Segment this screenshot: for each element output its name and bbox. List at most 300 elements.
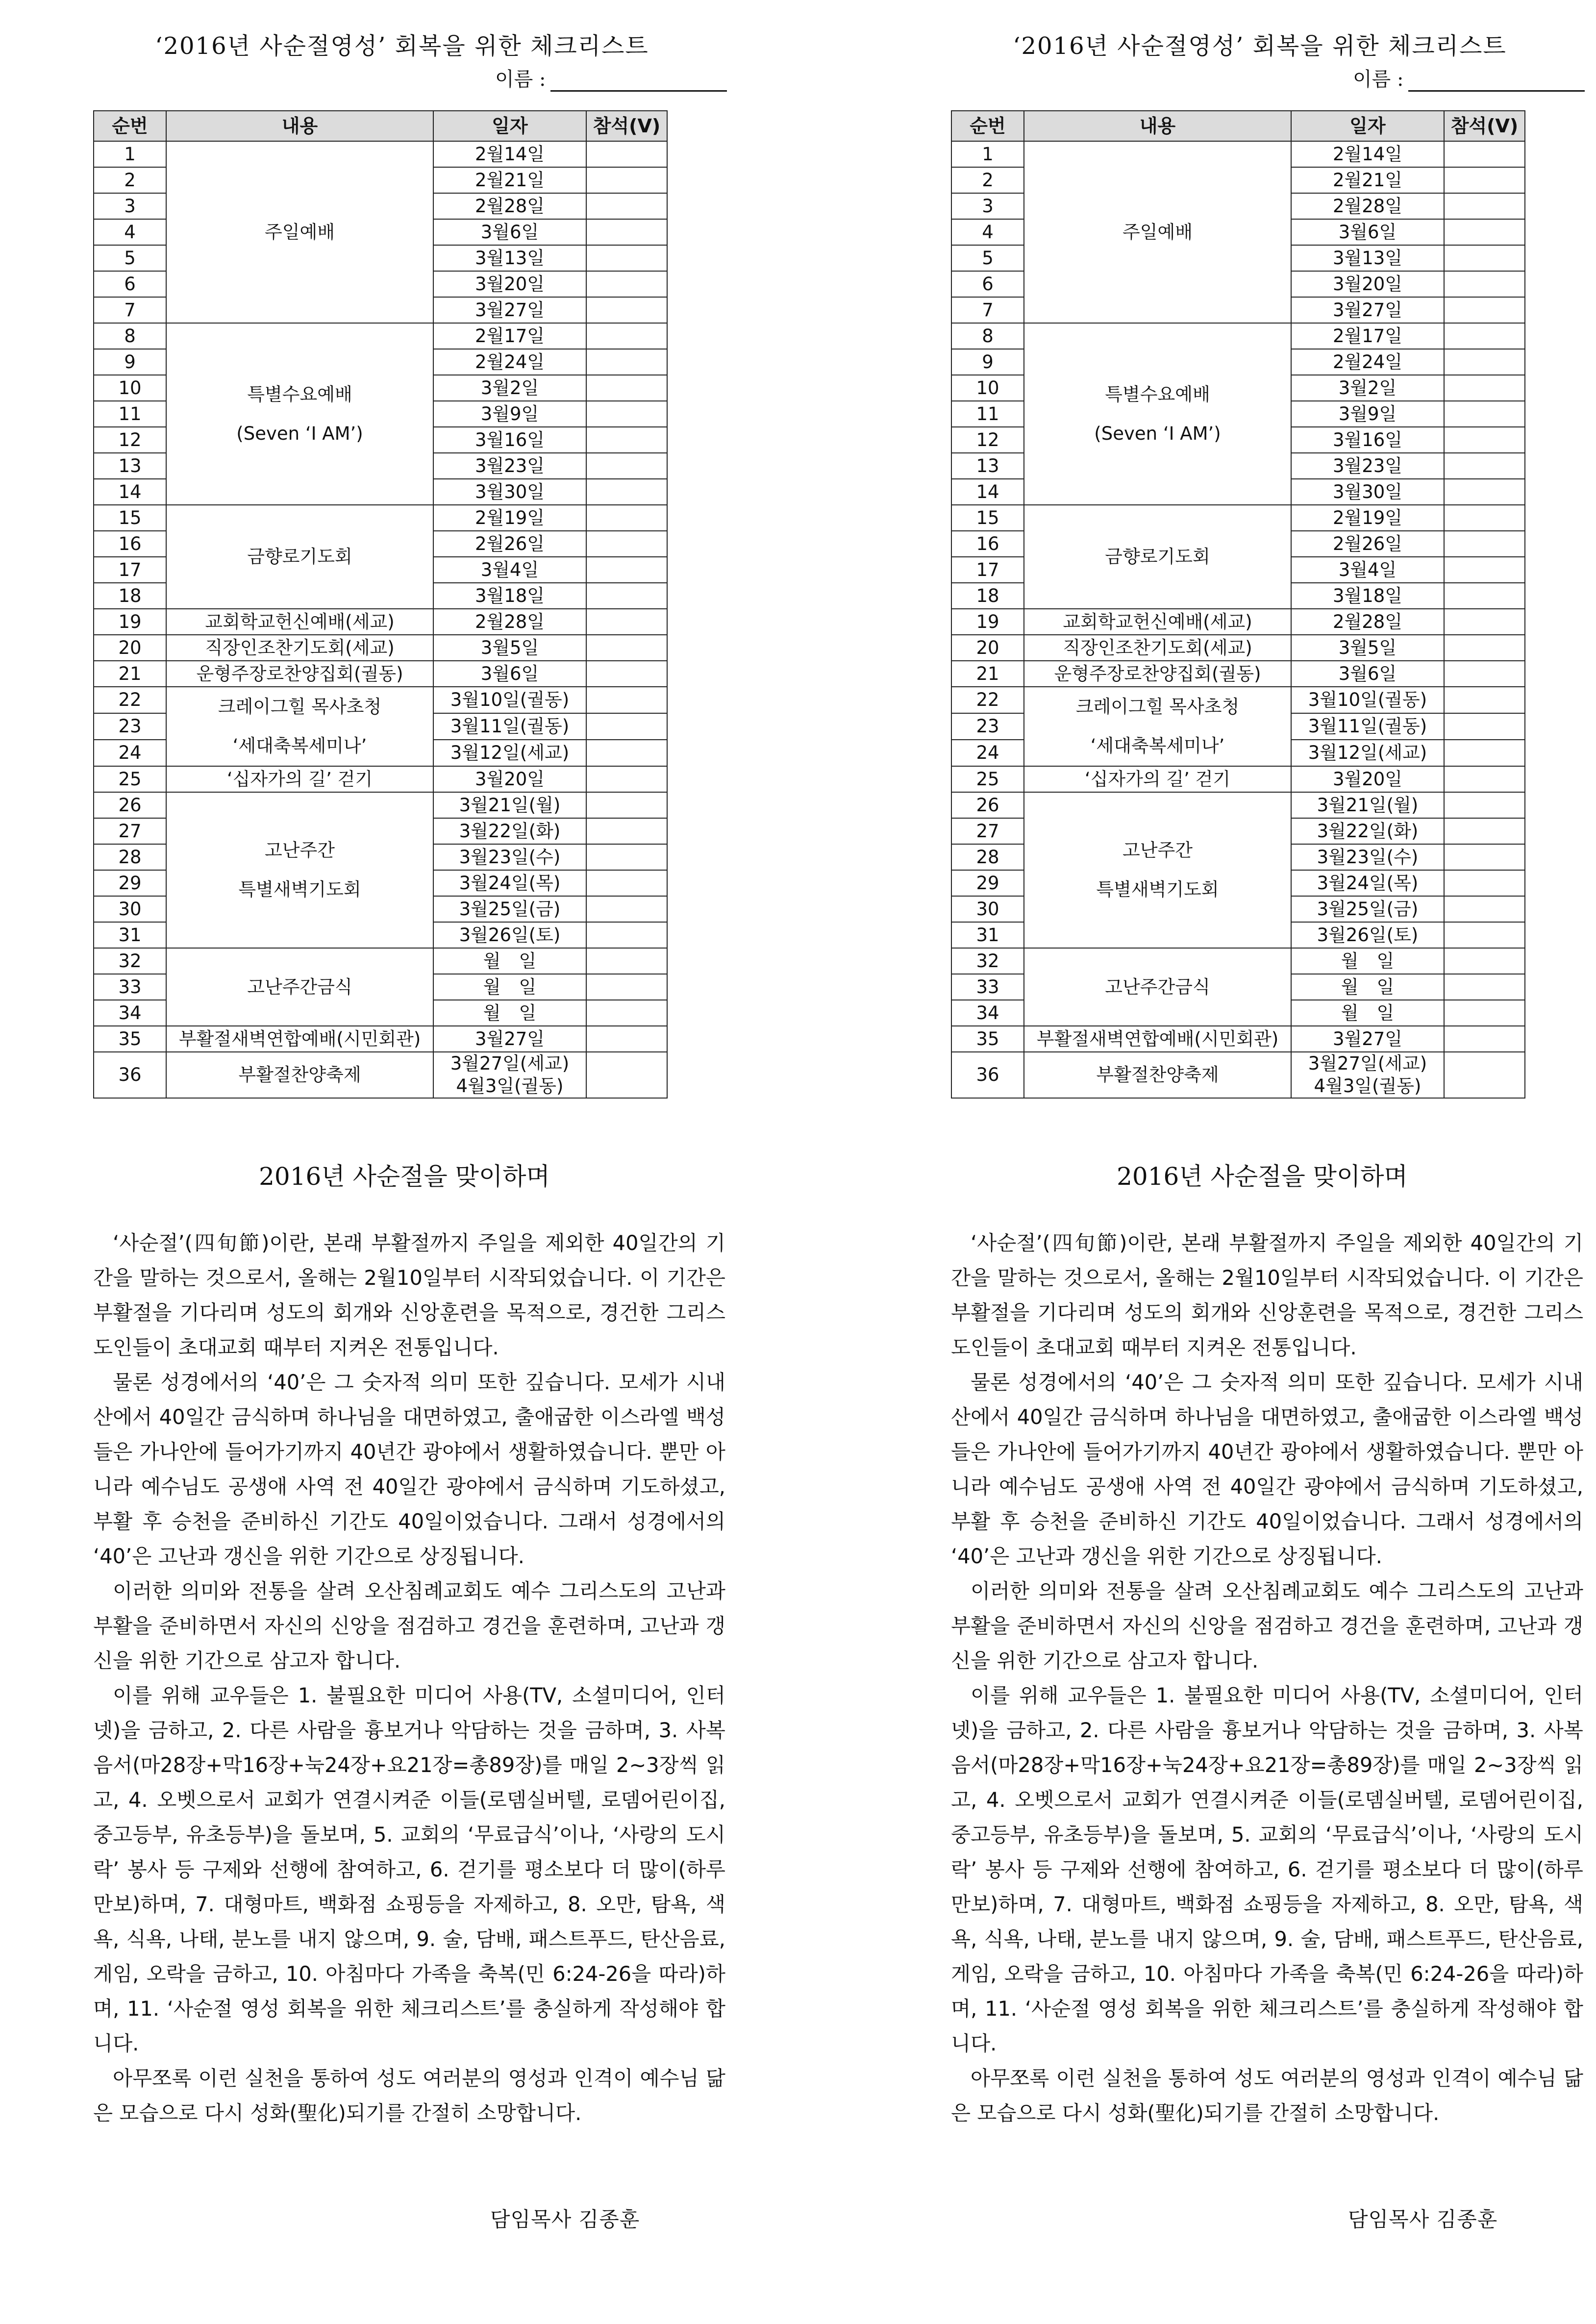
attendance-checkbox-cell[interactable] bbox=[1444, 453, 1525, 479]
table-header-row bbox=[94, 111, 667, 141]
row-date: 3월12일(세교) bbox=[1291, 740, 1444, 766]
row-number: 5 bbox=[94, 245, 166, 271]
row-content: 크레이그힐 목사초청 ‘세대축복세미나’ bbox=[1024, 687, 1291, 766]
row-number: 17 bbox=[94, 557, 166, 583]
row-number: 18 bbox=[951, 583, 1024, 609]
row-number: 22 bbox=[951, 687, 1024, 713]
row-date: 월 일 bbox=[1291, 974, 1444, 1000]
essay-paragraph: 아무쪼록 이런 실천을 통하여 성도 여러분의 영성과 인격이 예수님 닮은 모습으로 다시 성화(聖化)되기를 간절히 소망합니다. bbox=[951, 2066, 1583, 2125]
row-number: 17 bbox=[951, 557, 1024, 583]
attendance-checkbox-cell[interactable] bbox=[586, 245, 667, 271]
row-number: 9 bbox=[94, 349, 166, 375]
row-date: 3월30일 bbox=[1291, 479, 1444, 505]
attendance-checkbox-cell[interactable] bbox=[1444, 401, 1525, 427]
attendance-checkbox-cell[interactable] bbox=[1444, 922, 1525, 948]
row-number: 23 bbox=[94, 713, 166, 740]
attendance-checkbox-cell[interactable] bbox=[586, 687, 667, 713]
row-number: 30 bbox=[94, 896, 166, 922]
row-date: 3월27일 bbox=[1291, 297, 1444, 323]
attendance-checkbox-cell[interactable] bbox=[586, 1052, 667, 1098]
essay-paragraph: ‘사순절’(四旬節)이란, 본래 부활절까지 주일을 제외한 40일간의 기간을 말하는 것으로서, 올해는 2월10일부터 시작되었습니다. 이 기간은 부활절을 기다리며 성도의 회개와 신앙훈련을 목적으로, 경건한 그리스도인들이 초대교회 때부터 지켜온 전통입니다. bbox=[93, 1231, 725, 1359]
attendance-checkbox-cell[interactable] bbox=[1444, 323, 1525, 349]
attendance-checkbox-cell[interactable] bbox=[1444, 818, 1525, 844]
row-content: 운형주장로찬양집회(궐동) bbox=[1024, 661, 1291, 687]
row-number: 16 bbox=[94, 531, 166, 557]
row-date: 3월23일 bbox=[1291, 453, 1444, 479]
attendance-checkbox-cell[interactable] bbox=[1444, 245, 1525, 271]
row-content: 크레이그힐 목사초청 ‘세대축복세미나’ bbox=[166, 687, 433, 766]
row-date: 3월27일 bbox=[433, 297, 586, 323]
row-date: 3월2일 bbox=[433, 375, 586, 401]
row-number: 34 bbox=[951, 1000, 1024, 1026]
attendance-checkbox-cell[interactable] bbox=[1444, 427, 1525, 453]
table-body bbox=[951, 141, 1525, 1098]
row-number: 35 bbox=[94, 1026, 166, 1052]
attendance-checkbox-cell[interactable] bbox=[586, 1000, 667, 1026]
row-date: 3월25일(금) bbox=[1291, 896, 1444, 922]
attendance-checkbox-cell[interactable] bbox=[586, 349, 667, 375]
row-number: 33 bbox=[94, 974, 166, 1000]
row-date: 2월14일 bbox=[433, 141, 586, 167]
name-label: 이름 : bbox=[1353, 68, 1404, 91]
row-date: 3월11일(궐동) bbox=[1291, 713, 1444, 740]
row-date: 3월11일(궐동) bbox=[433, 713, 586, 740]
row-number: 19 bbox=[94, 609, 166, 635]
row-number: 16 bbox=[951, 531, 1024, 557]
essay-body bbox=[93, 1225, 725, 2130]
table-row bbox=[94, 141, 667, 167]
table-row bbox=[951, 609, 1525, 635]
checklist-table bbox=[951, 110, 1525, 1099]
row-content: 직장인조찬기도회(세교) bbox=[166, 635, 433, 661]
row-number: 21 bbox=[94, 661, 166, 687]
table-row bbox=[94, 1026, 667, 1052]
attendance-checkbox-cell[interactable] bbox=[586, 297, 667, 323]
row-date: 2월24일 bbox=[433, 349, 586, 375]
name-blank-line bbox=[550, 74, 727, 92]
name-field bbox=[1353, 64, 1585, 92]
attendance-checkbox-cell[interactable] bbox=[586, 896, 667, 922]
attendance-checkbox-cell[interactable] bbox=[1444, 792, 1525, 818]
row-number: 4 bbox=[94, 219, 166, 245]
row-number: 28 bbox=[94, 844, 166, 870]
row-number: 11 bbox=[94, 401, 166, 427]
row-date: 3월4일 bbox=[1291, 557, 1444, 583]
row-date: 2월28일 bbox=[433, 193, 586, 219]
row-date: 3월20일 bbox=[1291, 766, 1444, 792]
row-number: 11 bbox=[951, 401, 1024, 427]
row-date: 3월20일 bbox=[433, 271, 586, 297]
row-date: 3월22일(화) bbox=[1291, 818, 1444, 844]
row-content: 부활절찬양축제 bbox=[1024, 1052, 1291, 1098]
essay-body bbox=[951, 1225, 1583, 2130]
attendance-checkbox-cell[interactable] bbox=[586, 167, 667, 193]
checklist-title: ‘2016년 사순절영성’ 회복을 위한 체크리스트 bbox=[1013, 32, 1507, 60]
row-date: 3월9일 bbox=[1291, 401, 1444, 427]
row-date: 3월16일 bbox=[1291, 427, 1444, 453]
row-number: 28 bbox=[951, 844, 1024, 870]
row-number: 33 bbox=[951, 974, 1024, 1000]
essay-paragraph: 물론 성경에서의 ‘40’은 그 숫자적 의미 또한 깊습니다. 모세가 시내산에서 40일간 금식하며 하나님을 대면하였고, 출애굽한 이스라엘 백성들은 가나안에 들어가기까지 40년간 광야에서 생활하였습니다. 뿐만 아니라 예수님도 공생애 사역 전 40일간 광야에서 금식하며 기도하셨고, 부활 후 승천을 준비하신 기간도 40일이었습니다. 그래서 성경에서의 ‘40’은 고난과 갱신을 위한 기간으로 상징됩니다. bbox=[93, 1370, 725, 1568]
row-number: 4 bbox=[951, 219, 1024, 245]
table-row bbox=[951, 792, 1525, 818]
row-date: 월 일 bbox=[433, 974, 586, 1000]
row-number: 36 bbox=[94, 1052, 166, 1098]
row-date: 2월19일 bbox=[1291, 505, 1444, 531]
column-header: 순번 bbox=[951, 111, 1024, 141]
row-date: 2월24일 bbox=[1291, 349, 1444, 375]
column-header: 일자 bbox=[1291, 111, 1444, 141]
row-content: 특별수요예배 (Seven ‘I AM’) bbox=[1024, 323, 1291, 505]
row-number: 20 bbox=[951, 635, 1024, 661]
attendance-checkbox-cell[interactable] bbox=[586, 401, 667, 427]
row-date: 3월5일 bbox=[1291, 635, 1444, 661]
row-number: 14 bbox=[951, 479, 1024, 505]
row-date: 3월6일 bbox=[433, 661, 586, 687]
row-number: 12 bbox=[94, 427, 166, 453]
column-header: 내용 bbox=[166, 111, 433, 141]
row-content: 고난주간 특별새벽기도회 bbox=[1024, 792, 1291, 948]
row-date: 3월27일 bbox=[433, 1026, 586, 1052]
row-date: 3월30일 bbox=[433, 479, 586, 505]
row-date: 3월10일(궐동) bbox=[1291, 687, 1444, 713]
row-number: 26 bbox=[94, 792, 166, 818]
attendance-checkbox-cell[interactable] bbox=[1444, 687, 1525, 713]
row-date: 월 일 bbox=[1291, 948, 1444, 974]
table-body bbox=[94, 141, 667, 1098]
row-number: 34 bbox=[94, 1000, 166, 1026]
signature: 담임목사 김종훈 bbox=[1348, 2207, 1498, 2231]
row-date: 3월23일(수) bbox=[1291, 844, 1444, 870]
attendance-checkbox-cell[interactable] bbox=[586, 740, 667, 766]
row-number: 3 bbox=[951, 193, 1024, 219]
attendance-checkbox-cell[interactable] bbox=[586, 505, 667, 531]
essay-title: 2016년 사순절을 맞이하며 bbox=[259, 1162, 550, 1191]
row-number: 29 bbox=[951, 870, 1024, 896]
row-number: 22 bbox=[94, 687, 166, 713]
attendance-checkbox-cell[interactable] bbox=[1444, 349, 1525, 375]
attendance-checkbox-cell[interactable] bbox=[1444, 193, 1525, 219]
row-date: 3월22일(화) bbox=[433, 818, 586, 844]
row-date: 2월28일 bbox=[1291, 193, 1444, 219]
row-date: 3월12일(세교) bbox=[433, 740, 586, 766]
row-number: 13 bbox=[951, 453, 1024, 479]
row-content: ‘십자가의 길’ 걷기 bbox=[166, 766, 433, 792]
row-content: 주일예배 bbox=[1024, 141, 1291, 323]
row-content: 교회학교헌신예배(세교) bbox=[1024, 609, 1291, 635]
attendance-checkbox-cell[interactable] bbox=[1444, 870, 1525, 896]
row-number: 1 bbox=[951, 141, 1024, 167]
attendance-checkbox-cell[interactable] bbox=[586, 583, 667, 609]
row-content: 부활절찬양축제 bbox=[166, 1052, 433, 1098]
row-number: 24 bbox=[94, 740, 166, 766]
name-blank-line bbox=[1408, 74, 1585, 92]
attendance-checkbox-cell[interactable] bbox=[1444, 661, 1525, 687]
row-date: 3월6일 bbox=[1291, 219, 1444, 245]
attendance-checkbox-cell[interactable] bbox=[586, 635, 667, 661]
row-number: 9 bbox=[951, 349, 1024, 375]
attendance-checkbox-cell[interactable] bbox=[1444, 1052, 1525, 1098]
attendance-checkbox-cell[interactable] bbox=[586, 609, 667, 635]
table-row bbox=[951, 635, 1525, 661]
row-number: 7 bbox=[951, 297, 1024, 323]
row-date: 3월24일(목) bbox=[1291, 870, 1444, 896]
row-date: 3월25일(금) bbox=[433, 896, 586, 922]
row-number: 30 bbox=[951, 896, 1024, 922]
name-field bbox=[495, 64, 727, 92]
row-date: 3월21일(월) bbox=[1291, 792, 1444, 818]
row-number: 18 bbox=[94, 583, 166, 609]
row-date: 3월4일 bbox=[433, 557, 586, 583]
attendance-checkbox-cell[interactable] bbox=[586, 844, 667, 870]
row-number: 24 bbox=[951, 740, 1024, 766]
table-row bbox=[94, 687, 667, 713]
table-row bbox=[94, 505, 667, 531]
table-row bbox=[951, 323, 1525, 349]
attendance-checkbox-cell[interactable] bbox=[586, 818, 667, 844]
row-date: 2월21일 bbox=[1291, 167, 1444, 193]
attendance-checkbox-cell[interactable] bbox=[586, 193, 667, 219]
attendance-checkbox-cell[interactable] bbox=[1444, 375, 1525, 401]
row-content: 고난주간금식 bbox=[166, 948, 433, 1026]
attendance-checkbox-cell[interactable] bbox=[1444, 505, 1525, 531]
table-row bbox=[951, 505, 1525, 531]
essay-paragraph: 아무쪼록 이런 실천을 통하여 성도 여러분의 영성과 인격이 예수님 닮은 모습으로 다시 성화(聖化)되기를 간절히 소망합니다. bbox=[93, 2066, 725, 2125]
row-number: 3 bbox=[94, 193, 166, 219]
row-date: 3월5일 bbox=[433, 635, 586, 661]
row-number: 35 bbox=[951, 1026, 1024, 1052]
row-content: ‘십자가의 길’ 걷기 bbox=[1024, 766, 1291, 792]
essay-paragraph: ‘사순절’(四旬節)이란, 본래 부활절까지 주일을 제외한 40일간의 기간을 말하는 것으로서, 올해는 2월10일부터 시작되었습니다. 이 기간은 부활절을 기다리며 성도의 회개와 신앙훈련을 목적으로, 경건한 그리스도인들이 초대교회 때부터 지켜온 전통입니다. bbox=[951, 1231, 1583, 1359]
attendance-checkbox-cell[interactable] bbox=[586, 1026, 667, 1052]
checklist-column-left bbox=[93, 0, 823, 2324]
row-date: 2월17일 bbox=[433, 323, 586, 349]
checklist-column-right bbox=[951, 0, 1596, 2324]
row-date: 2월17일 bbox=[1291, 323, 1444, 349]
attendance-checkbox-cell[interactable] bbox=[586, 922, 667, 948]
row-number: 23 bbox=[951, 713, 1024, 740]
row-date: 월 일 bbox=[433, 1000, 586, 1026]
row-number: 27 bbox=[951, 818, 1024, 844]
row-date: 3월20일 bbox=[1291, 271, 1444, 297]
attendance-checkbox-cell[interactable] bbox=[586, 323, 667, 349]
attendance-checkbox-cell[interactable] bbox=[586, 453, 667, 479]
signature: 담임목사 김종훈 bbox=[490, 2207, 640, 2231]
attendance-checkbox-cell[interactable] bbox=[586, 713, 667, 740]
table-row bbox=[94, 792, 667, 818]
row-number: 10 bbox=[94, 375, 166, 401]
attendance-checkbox-cell[interactable] bbox=[586, 219, 667, 245]
row-number: 5 bbox=[951, 245, 1024, 271]
table-row bbox=[951, 766, 1525, 792]
row-date: 3월21일(월) bbox=[433, 792, 586, 818]
row-date: 3월13일 bbox=[433, 245, 586, 271]
row-content: 금향로기도회 bbox=[166, 505, 433, 609]
column-header: 일자 bbox=[433, 111, 586, 141]
row-number: 12 bbox=[951, 427, 1024, 453]
attendance-checkbox-cell[interactable] bbox=[586, 661, 667, 687]
attendance-checkbox-cell[interactable] bbox=[586, 557, 667, 583]
row-content: 부활절새벽연합예배(시민회관) bbox=[1024, 1026, 1291, 1052]
row-date: 3월20일 bbox=[433, 766, 586, 792]
table-row bbox=[951, 1026, 1525, 1052]
row-number: 6 bbox=[951, 271, 1024, 297]
row-content: 직장인조찬기도회(세교) bbox=[1024, 635, 1291, 661]
attendance-checkbox-cell[interactable] bbox=[1444, 219, 1525, 245]
row-date: 2월19일 bbox=[433, 505, 586, 531]
column-header: 참석(V) bbox=[586, 111, 667, 141]
attendance-checkbox-cell[interactable] bbox=[1444, 844, 1525, 870]
attendance-checkbox-cell[interactable] bbox=[1444, 948, 1525, 974]
row-content: 교회학교헌신예배(세교) bbox=[166, 609, 433, 635]
row-date: 2월28일 bbox=[433, 609, 586, 635]
row-date: 3월18일 bbox=[433, 583, 586, 609]
attendance-checkbox-cell[interactable] bbox=[586, 948, 667, 974]
row-date: 3월10일(궐동) bbox=[433, 687, 586, 713]
row-date: 3월23일 bbox=[433, 453, 586, 479]
attendance-checkbox-cell[interactable] bbox=[1444, 713, 1525, 740]
table-row bbox=[94, 1052, 667, 1098]
table-row bbox=[94, 766, 667, 792]
attendance-checkbox-cell[interactable] bbox=[1444, 896, 1525, 922]
attendance-checkbox-cell[interactable] bbox=[586, 531, 667, 557]
attendance-checkbox-cell[interactable] bbox=[1444, 766, 1525, 792]
row-number: 32 bbox=[94, 948, 166, 974]
attendance-checkbox-cell[interactable] bbox=[1444, 974, 1525, 1000]
table-row bbox=[951, 1052, 1525, 1098]
row-date: 3월24일(목) bbox=[433, 870, 586, 896]
row-number: 13 bbox=[94, 453, 166, 479]
row-content: 부활절새벽연합예배(시민회관) bbox=[166, 1026, 433, 1052]
row-date: 3월6일 bbox=[433, 219, 586, 245]
attendance-checkbox-cell[interactable] bbox=[586, 271, 667, 297]
table-row bbox=[94, 661, 667, 687]
column-header: 순번 bbox=[94, 111, 166, 141]
row-number: 36 bbox=[951, 1052, 1024, 1098]
attendance-checkbox-cell[interactable] bbox=[1444, 479, 1525, 505]
row-number: 10 bbox=[951, 375, 1024, 401]
row-number: 15 bbox=[951, 505, 1024, 531]
checklist-title: ‘2016년 사순절영성’ 회복을 위한 체크리스트 bbox=[155, 32, 649, 60]
row-content: 주일예배 bbox=[166, 141, 433, 323]
row-number: 8 bbox=[951, 323, 1024, 349]
row-date: 월 일 bbox=[433, 948, 586, 974]
row-date: 2월26일 bbox=[1291, 531, 1444, 557]
column-header: 내용 bbox=[1024, 111, 1291, 141]
row-number: 31 bbox=[951, 922, 1024, 948]
essay-paragraph: 이를 위해 교우들은 1. 불필요한 미디어 사용(TV, 소셜미디어, 인터넷)을 금하고, 2. 다른 사람을 흉보거나 악담하는 것을 금하며, 3. 사복음서(마28장+막16장+눅24장+요21장=총89장)를 매일 2~3장씩 읽고, 4. 오벳으로서 교회가 연결시켜준 이들(로뎀실버텔, 로뎀어린이집, 중고등부, 유초등부)을 돌보며, 5. 교회의 ‘무료급식’이나, ‘사랑의 도시락’ 봉사 등 구제와 선행에 참여하고, 6. 걷기를 평소보다 더 많이(하루 만보)하며, 7. 대형마트, 백화점 쇼핑등을 자제하고, 8. 오만, 탐욕, 색욕, 식욕, 나태, 분노를 내지 않으며, 9. 술, 담배, 패스트푸드, 탄산음료, 게임, 오락을 금하고, 10. 아침마다 가족을 축복(민 6:24-26을 따라)하며, 11. ‘사순절 영성 회복을 위한 체크리스트’를 충실하게 작성해야 합니다. bbox=[93, 1683, 725, 2055]
attendance-checkbox-cell[interactable] bbox=[586, 427, 667, 453]
name-label: 이름 : bbox=[495, 68, 546, 91]
row-content: 고난주간금식 bbox=[1024, 948, 1291, 1026]
attendance-checkbox-cell[interactable] bbox=[1444, 583, 1525, 609]
row-number: 25 bbox=[94, 766, 166, 792]
row-number: 2 bbox=[951, 167, 1024, 193]
row-date: 2월26일 bbox=[433, 531, 586, 557]
row-number: 29 bbox=[94, 870, 166, 896]
row-date: 3월27일 bbox=[1291, 1026, 1444, 1052]
essay-paragraph: 이러한 의미와 전통을 살려 오산침례교회도 예수 그리스도의 고난과 부활을 준비하면서 자신의 신앙을 점검하고 경건을 훈련하며, 고난과 갱신을 위한 기간으로 삼고자 합니다. bbox=[951, 1579, 1583, 1673]
row-number: 31 bbox=[94, 922, 166, 948]
table-row bbox=[94, 323, 667, 349]
row-date: 3월13일 bbox=[1291, 245, 1444, 271]
row-number: 27 bbox=[94, 818, 166, 844]
row-date: 3월23일(수) bbox=[433, 844, 586, 870]
table-header-row bbox=[951, 111, 1525, 141]
row-date: 3월6일 bbox=[1291, 661, 1444, 687]
attendance-checkbox-cell[interactable] bbox=[1444, 557, 1525, 583]
row-date: 월 일 bbox=[1291, 1000, 1444, 1026]
row-content: 고난주간 특별새벽기도회 bbox=[166, 792, 433, 948]
table-row bbox=[94, 635, 667, 661]
essay-title: 2016년 사순절을 맞이하며 bbox=[1117, 1162, 1408, 1191]
row-number: 7 bbox=[94, 297, 166, 323]
attendance-checkbox-cell[interactable] bbox=[586, 766, 667, 792]
column-header: 참석(V) bbox=[1444, 111, 1525, 141]
attendance-checkbox-cell[interactable] bbox=[1444, 609, 1525, 635]
row-number: 26 bbox=[951, 792, 1024, 818]
row-number: 20 bbox=[94, 635, 166, 661]
attendance-checkbox-cell[interactable] bbox=[586, 870, 667, 896]
row-date: 3월26일(토) bbox=[1291, 922, 1444, 948]
attendance-checkbox-cell[interactable] bbox=[586, 974, 667, 1000]
row-date: 3월9일 bbox=[433, 401, 586, 427]
essay-paragraph: 이를 위해 교우들은 1. 불필요한 미디어 사용(TV, 소셜미디어, 인터넷)을 금하고, 2. 다른 사람을 흉보거나 악담하는 것을 금하며, 3. 사복음서(마28장+막16장+눅24장+요21장=총89장)를 매일 2~3장씩 읽고, 4. 오벳으로서 교회가 연결시켜준 이들(로뎀실버텔, 로뎀어린이집, 중고등부, 유초등부)을 돌보며, 5. 교회의 ‘무료급식’이나, ‘사랑의 도시락’ 봉사 등 구제와 선행에 참여하고, 6. 걷기를 평소보다 더 많이(하루 만보)하며, 7. 대형마트, 백화점 쇼핑등을 자제하고, 8. 오만, 탐욕, 색욕, 식욕, 나태, 분노를 내지 않으며, 9. 술, 담배, 패스트푸드, 탄산음료, 게임, 오락을 금하고, 10. 아침마다 가족을 축복(민 6:24-26을 따라)하며, 11. ‘사순절 영성 회복을 위한 체크리스트’를 충실하게 작성해야 합니다. bbox=[951, 1683, 1583, 2055]
table-row bbox=[951, 661, 1525, 687]
row-date: 3월27일(세교) 4월3일(궐동) bbox=[433, 1052, 586, 1098]
row-number: 2 bbox=[94, 167, 166, 193]
row-number: 19 bbox=[951, 609, 1024, 635]
row-date: 3월2일 bbox=[1291, 375, 1444, 401]
attendance-checkbox-cell[interactable] bbox=[586, 792, 667, 818]
row-number: 8 bbox=[94, 323, 166, 349]
table-row bbox=[951, 948, 1525, 974]
row-number: 32 bbox=[951, 948, 1024, 974]
essay-paragraph: 물론 성경에서의 ‘40’은 그 숫자적 의미 또한 깊습니다. 모세가 시내산에서 40일간 금식하며 하나님을 대면하였고, 출애굽한 이스라엘 백성들은 가나안에 들어가기까지 40년간 광야에서 생활하였습니다. 뿐만 아니라 예수님도 공생애 사역 전 40일간 광야에서 금식하며 기도하셨고, 부활 후 승천을 준비하신 기간도 40일이었습니다. 그래서 성경에서의 ‘40’은 고난과 갱신을 위한 기간으로 상징됩니다. bbox=[951, 1370, 1583, 1568]
essay-paragraph: 이러한 의미와 전통을 살려 오산침례교회도 예수 그리스도의 고난과 부활을 준비하면서 자신의 신앙을 점검하고 경건을 훈련하며, 고난과 갱신을 위한 기간으로 삼고자 합니다. bbox=[93, 1579, 725, 1673]
attendance-checkbox-cell[interactable] bbox=[1444, 1000, 1525, 1026]
table-row bbox=[951, 141, 1525, 167]
row-content: 금향로기도회 bbox=[1024, 505, 1291, 609]
attendance-checkbox-cell[interactable] bbox=[1444, 141, 1525, 167]
row-number: 14 bbox=[94, 479, 166, 505]
attendance-checkbox-cell[interactable] bbox=[1444, 1026, 1525, 1052]
attendance-checkbox-cell[interactable] bbox=[1444, 297, 1525, 323]
row-date: 3월16일 bbox=[433, 427, 586, 453]
row-number: 6 bbox=[94, 271, 166, 297]
attendance-checkbox-cell[interactable] bbox=[586, 375, 667, 401]
attendance-checkbox-cell[interactable] bbox=[586, 479, 667, 505]
attendance-checkbox-cell[interactable] bbox=[1444, 740, 1525, 766]
row-date: 2월14일 bbox=[1291, 141, 1444, 167]
attendance-checkbox-cell[interactable] bbox=[1444, 167, 1525, 193]
row-number: 15 bbox=[94, 505, 166, 531]
checklist-table bbox=[93, 110, 668, 1099]
row-number: 21 bbox=[951, 661, 1024, 687]
row-number: 1 bbox=[94, 141, 166, 167]
row-content: 운형주장로찬양집회(궐동) bbox=[166, 661, 433, 687]
row-date: 3월26일(토) bbox=[433, 922, 586, 948]
table-row bbox=[94, 948, 667, 974]
row-date: 3월18일 bbox=[1291, 583, 1444, 609]
attendance-checkbox-cell[interactable] bbox=[586, 141, 667, 167]
row-date: 2월21일 bbox=[433, 167, 586, 193]
attendance-checkbox-cell[interactable] bbox=[1444, 635, 1525, 661]
row-date: 3월27일(세교) 4월3일(궐동) bbox=[1291, 1052, 1444, 1098]
attendance-checkbox-cell[interactable] bbox=[1444, 271, 1525, 297]
row-content: 특별수요예배 (Seven ‘I AM’) bbox=[166, 323, 433, 505]
attendance-checkbox-cell[interactable] bbox=[1444, 531, 1525, 557]
